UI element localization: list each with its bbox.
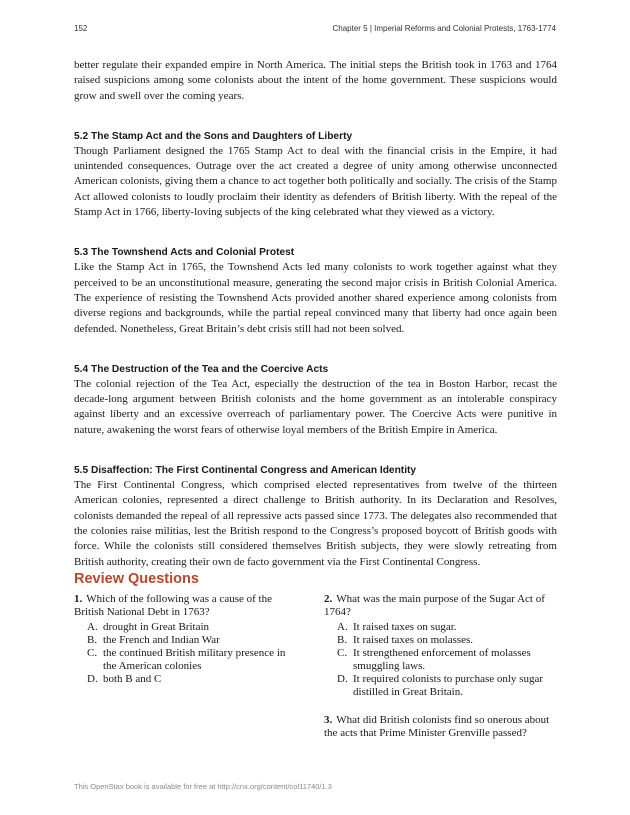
review-question-3: [324, 714, 558, 740]
question-number: 2.: [324, 593, 333, 605]
question-number: 3.: [324, 714, 333, 726]
answer-option: [74, 673, 298, 686]
option-letter: A.: [87, 621, 98, 633]
section-5-3: [74, 246, 557, 336]
question-text: What was the main purpose of the Sugar Act of 1764?: [324, 593, 545, 618]
review-question-1: [74, 593, 298, 686]
answer-option: [74, 621, 298, 634]
section-body: Though Parliament designed the 1765 Stamp Act to deal with the financial crisis in the Empire, it had unintended consequences. Outrage over the act created a degree of unity among otherwise unconnected American colonists, giving them a chance to act together both politically and socially. The crisis of the Stamp Act allowed colonists to loudly proclaim their identity as defenders of British liberty. With the repeal of the Stamp Act in 1766, liberty-loving subjects of the king celebrated what they viewed as a victory.: [74, 144, 557, 219]
option-text: It raised taxes on sugar.: [353, 621, 457, 633]
footer-note: This OpenStax book is available for free at http://cnx.org/content/col11740/1.3: [74, 782, 332, 791]
section-title: 5.3 The Townshend Acts and Colonial Protest: [74, 247, 295, 259]
running-header: Chapter 5 | Imperial Reforms and Colonial Protests, 1763-1774: [332, 24, 556, 33]
review-questions-heading: Review Questions: [74, 571, 199, 587]
option-text: It required colonists to purchase only sugar distilled in Great Britain.: [353, 673, 544, 698]
section-body: The First Continental Congress, which comprised elected representatives from twelve of the thirteen American colonies, represented a direct challenge to British authority. In its Declaration and Resolves, colonists demanded the repeal of all repressive acts passed since 1773. The delegates also recommended that the colonies raise militias, lest the British respond to the Congress’s proposed boycott of British goods with force. While the colonists still considered themselves British subjects, they were slowly retreating from British authority, creating their own de facto government via the First Continental Congress.: [74, 479, 557, 568]
section-title: 5.2 The Stamp Act and the Sons and Daughters of Liberty: [74, 130, 353, 142]
question-text: What did British colonists find so onerous about the acts that Prime Minister Grenville passed?: [324, 714, 550, 739]
option-letter: B.: [87, 634, 98, 646]
section-5-5: [74, 464, 557, 570]
option-text: the French and Indian War: [103, 634, 220, 646]
answer-options: [74, 621, 298, 686]
option-letter: C.: [87, 647, 98, 659]
section-title: 5.4 The Destruction of the Tea and the Coercive Acts: [74, 363, 329, 375]
option-letter: A.: [337, 621, 348, 633]
option-letter: D.: [337, 673, 348, 685]
review-column-left: [74, 593, 298, 701]
option-text: the continued British military presence in the American colonies: [103, 647, 286, 672]
answer-option: [324, 621, 558, 634]
page-body: [74, 58, 557, 570]
answer-option: [324, 673, 558, 699]
answer-option: [324, 634, 558, 647]
review-column-right: [324, 593, 558, 755]
option-text: drought in Great Britain: [103, 621, 210, 633]
answer-option: [324, 647, 558, 673]
section-body: Like the Stamp Act in 1765, the Townshend Acts led many colonists to work together against what they perceived to be an unconstitutional measure, generating the second major crisis in British Colonial America. The experience of resisting the Townshend Acts provided another shared experience among colonists from diverse regions and backgrounds, while the partial repeal convinced many that liberty had once again been defended. Nonetheless, Great Britain’s debt crisis still had not been solved.: [74, 261, 557, 335]
option-text: It raised taxes on molasses.: [353, 634, 474, 646]
option-letter: C.: [337, 647, 348, 659]
question-number: 1.: [74, 593, 83, 605]
page-number: 152: [74, 24, 88, 33]
option-text: It strengthened enforcement of molasses smuggling laws.: [353, 647, 531, 672]
answer-options: [324, 621, 558, 699]
question-text: Which of the following was a cause of the British National Debt in 1763?: [74, 593, 272, 618]
answer-option: [74, 634, 298, 647]
section-title: 5.5 Disaffection: The First Continental Congress and American Identity: [74, 465, 417, 477]
section-5-2: [74, 130, 557, 220]
section-5-4: [74, 363, 557, 438]
option-text: both B and C: [103, 673, 162, 685]
option-letter: D.: [87, 673, 98, 685]
intro-paragraph: better regulate their expanded empire in North America. The initial steps the British took in 1763 and 1764 raised suspicions among some colonists about the intent of the home government. These suspicions would grow and swell over the coming years.: [74, 59, 557, 102]
review-question-2: [324, 593, 558, 699]
answer-option: [74, 647, 298, 673]
option-letter: B.: [337, 634, 348, 646]
section-body: The colonial rejection of the Tea Act, especially the destruction of the tea in Boston Harbor, recast the decade-long argument between British colonists and the home government as an intolerable conspiracy against liberty and an excessive overreach of parliamentary power. The Coercive Acts were punitive in nature, awakening the worst fears of otherwise loyal members of the British Empire in America.: [74, 377, 557, 436]
